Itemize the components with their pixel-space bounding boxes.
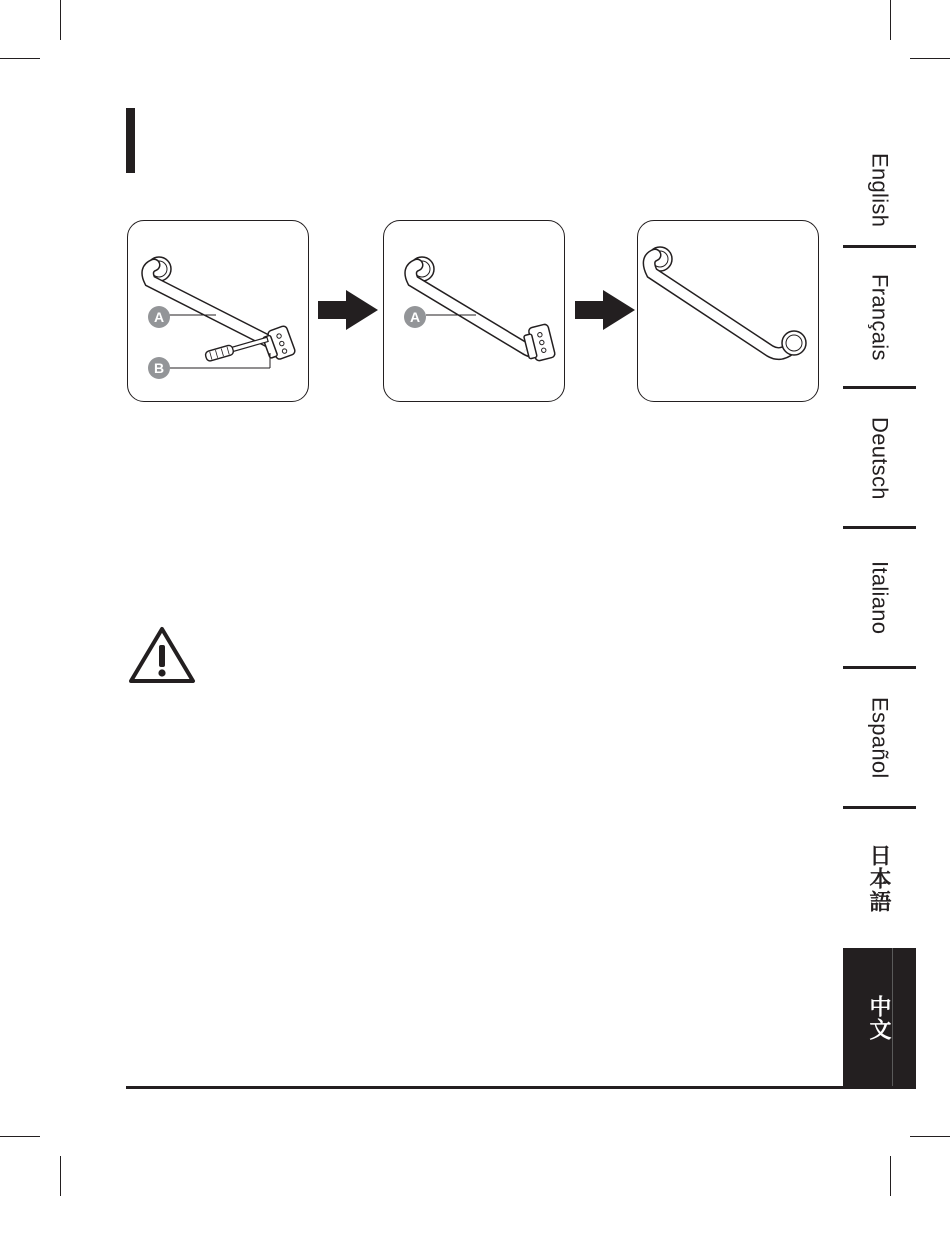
step-2-figure (383, 220, 565, 402)
tab-english-label: English (867, 152, 893, 228)
section-marker (126, 108, 135, 173)
tab-italiano-label: Italiano (867, 560, 893, 635)
callout-a-label: A (409, 309, 421, 325)
right-arrow-icon (575, 290, 635, 330)
crop-mark (910, 58, 950, 59)
crop-mark (60, 0, 61, 40)
step-1-figure (127, 220, 309, 402)
footer-rule (126, 1086, 916, 1089)
callout-a-badge (148, 306, 170, 328)
crop-mark (60, 1156, 61, 1196)
crop-mark (890, 1156, 891, 1196)
warning-triangle-icon (128, 626, 196, 684)
tab-deutsch[interactable] (843, 389, 916, 527)
callout-b-label: B (153, 360, 165, 376)
tab-japanese-label: 日本語 (867, 843, 892, 913)
crop-mark (0, 1136, 40, 1137)
crop-mark (910, 1136, 950, 1137)
tab-japanese[interactable] (843, 809, 916, 947)
tab-espanol-label: Español (867, 696, 893, 779)
tab-italiano[interactable] (843, 529, 916, 666)
callout-b-badge (148, 357, 170, 379)
right-arrow-icon (318, 290, 378, 330)
callout-a-label: A (153, 309, 165, 325)
tab-francais-label: Français (867, 273, 893, 361)
step-3-figure (637, 220, 819, 402)
callout-a-badge (404, 306, 426, 328)
tab-deutsch-label: Deutsch (867, 416, 893, 500)
active-tab-stripe (892, 948, 893, 1088)
tab-chinese-label: 中文 (867, 995, 892, 1041)
tab-chinese[interactable] (843, 948, 916, 1088)
crop-mark (890, 0, 891, 40)
tab-espanol[interactable] (843, 669, 916, 806)
tab-english[interactable] (843, 135, 916, 245)
tab-francais[interactable] (843, 248, 916, 386)
crop-mark (0, 58, 40, 59)
